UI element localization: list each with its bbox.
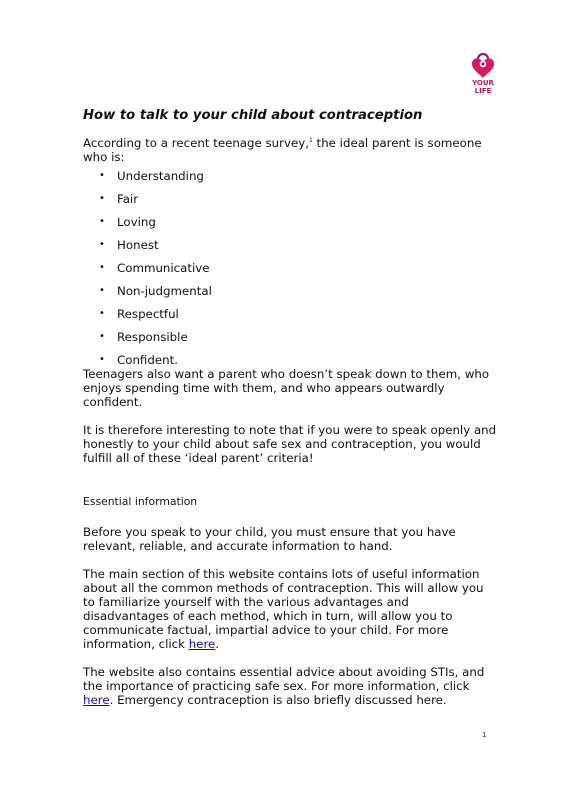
list-item-label: Respectful — [117, 307, 179, 321]
footnote-ref: 1 — [308, 137, 313, 144]
list-item-label: Responsible — [117, 330, 188, 344]
intro-text-end: the ideal parent is someone who is: — [83, 136, 482, 164]
before-speak-paragraph: Before you speak to your child, you must ensure that you have relevant, reliable, and accurate information to hand. — [83, 525, 456, 553]
list-item — [83, 353, 498, 367]
list-item — [83, 192, 498, 215]
website-paragraph — [83, 665, 498, 707]
contraception-info-link[interactable]: here — [188, 637, 216, 651]
website-text-end: . Emergency contraception is also briefly discussed here. — [109, 693, 447, 707]
bullet-icon: • — [99, 285, 105, 296]
bullet-icon: • — [99, 193, 105, 204]
teenagers-paragraph: Teenagers also want a parent who doesn’t speak down to them, who enjoys spending time with them, and who appears outwardly confident. — [83, 367, 490, 409]
bullet-icon: • — [99, 170, 105, 181]
bullet-icon: • — [99, 262, 105, 273]
bullet-icon: • — [99, 239, 105, 250]
list-item-label: Non-judgmental — [117, 284, 212, 298]
ideal-parent-paragraph: It is therefore interesting to note that if you were to speak openly and honestly to your child about safe sex and contraception, you would fulfill all of these ‘ideal parent’ criteria! — [83, 423, 497, 465]
main-section-paragraph — [83, 567, 498, 651]
section-heading: Essential information — [83, 495, 198, 508]
list-item — [83, 284, 498, 307]
list-item-label: Fair — [117, 192, 139, 206]
list-item-label: Loving — [117, 215, 156, 229]
ideal-parent-list — [83, 169, 498, 367]
logo-text-line1: YOUR — [472, 79, 494, 87]
list-item-label: Confident. — [117, 353, 178, 367]
website-text: The website also contains essential advice about avoiding STIs, and the importance of practicing safe sex. For more information, click — [83, 665, 485, 693]
list-item-label: Understanding — [117, 169, 204, 183]
list-item — [83, 307, 498, 330]
logo-text — [466, 80, 500, 95]
bullet-icon: • — [99, 354, 105, 365]
intro-text-start: According to a recent teenage survey, — [83, 136, 309, 150]
logo-text-line2: LIFE — [474, 86, 492, 95]
document-body — [83, 108, 498, 707]
list-item — [83, 169, 498, 192]
list-item-label: Honest — [117, 238, 159, 252]
page-title: How to talk to your child about contraception — [83, 108, 423, 123]
main-section-text: The main section of this website contains lots of useful information about all the common methods of contraception. This will allow you to familiarize yourself with the various advantages and disadvantages of each method, which in turn, will allow you to communicate factual, impartial advice to your child. For more information, click — [83, 567, 484, 651]
list-item-label: Communicative — [117, 261, 210, 275]
list-item — [83, 215, 498, 238]
bullet-icon: • — [99, 216, 105, 227]
page-number: 1 — [482, 731, 487, 739]
list-item — [83, 261, 498, 284]
bullet-icon: • — [99, 308, 105, 319]
your-life-logo — [466, 50, 500, 98]
list-item — [83, 330, 498, 353]
list-item — [83, 238, 498, 261]
intro-paragraph — [83, 136, 498, 164]
main-section-end: . — [215, 637, 220, 651]
sti-info-link[interactable]: here — [83, 693, 110, 707]
logo-emblem-icon — [466, 50, 500, 80]
bullet-icon: • — [99, 331, 105, 342]
